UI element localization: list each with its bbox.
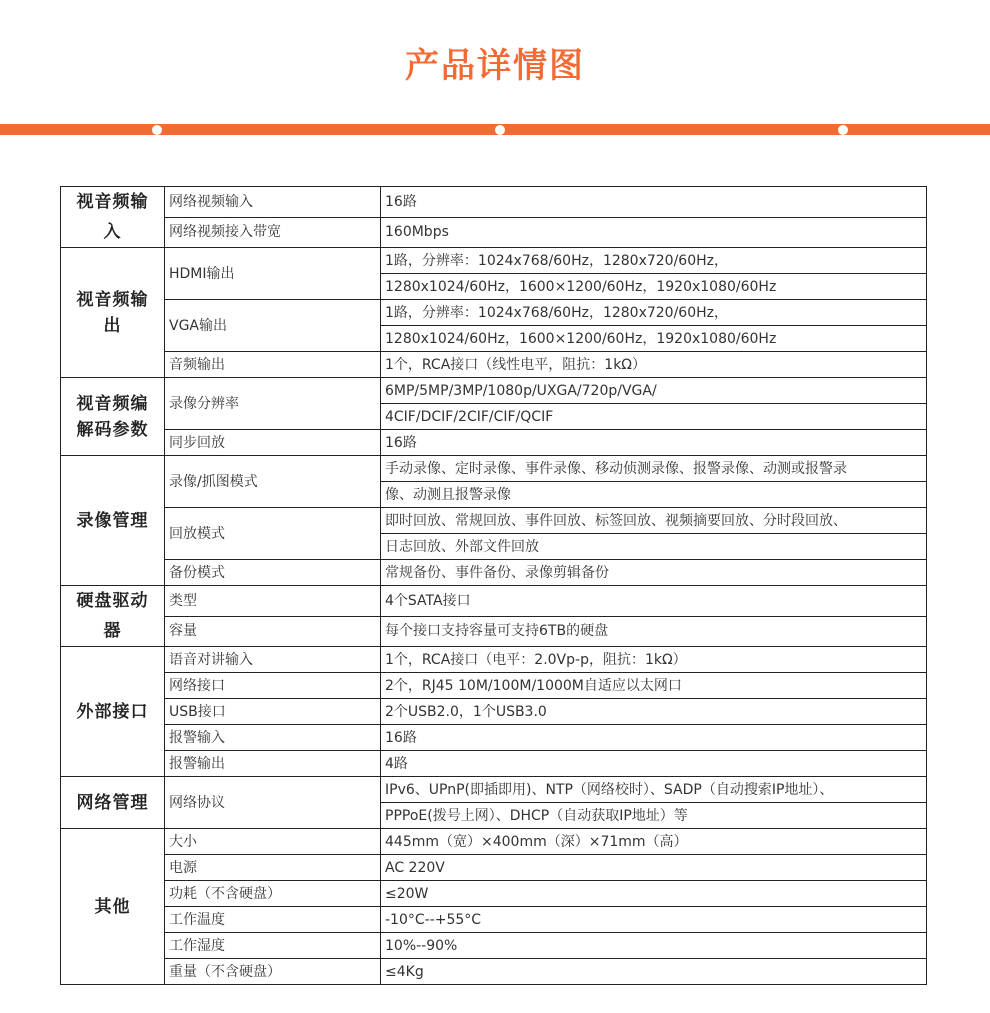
value-cell: 1280x1024/60Hz，1600×1200/60Hz，1920x1080/60Hz <box>381 326 927 352</box>
category-cell: 录像管理 <box>61 456 165 586</box>
value-cell: ≤20W <box>381 881 927 907</box>
category-cell: 视音频输入 <box>61 187 165 248</box>
item-label-cell: VGA输出 <box>165 300 381 352</box>
value-cell: 6MP/5MP/3MP/1080p/UXGA/720p/VGA/ <box>381 378 927 404</box>
value-cell: IPv6、UPnP(即插即用)、NTP（网络校时）、SADP（自动搜索IP地址）、 <box>381 777 927 803</box>
value-cell: 2个，RJ45 10M/100M/1000M自适应以太网口 <box>381 673 927 699</box>
value-cell: 160Mbps <box>381 217 927 248</box>
value-cell: 445mm（宽）×400mm（深）×71mm（高） <box>381 829 927 855</box>
item-label-cell: 报警输出 <box>165 751 381 777</box>
item-label-cell: HDMI输出 <box>165 248 381 300</box>
item-label-cell: 同步回放 <box>165 430 381 456</box>
value-cell: 像、动测且报警录像 <box>381 482 927 508</box>
value-cell: 4路 <box>381 751 927 777</box>
spec-row <box>61 616 927 647</box>
spec-row <box>61 430 927 456</box>
item-label-cell: 功耗（不含硬盘） <box>165 881 381 907</box>
spec-row <box>61 647 927 673</box>
value-cell: PPPoE(拨号上网）、DHCP（自动获取IP地址）等 <box>381 803 927 829</box>
spec-table-body <box>61 187 927 985</box>
item-label-cell: 电源 <box>165 855 381 881</box>
item-label-cell: USB接口 <box>165 699 381 725</box>
value-cell: 1个，RCA接口（线性电平，阻抗：1kΩ） <box>381 352 927 378</box>
value-cell: ≤4Kg <box>381 959 927 985</box>
value-cell: 手动录像、定时录像、事件录像、移动侦测录像、报警录像、动测或报警录 <box>381 456 927 482</box>
divider-dot <box>495 125 505 135</box>
spec-row <box>61 699 927 725</box>
item-label-cell: 工作湿度 <box>165 933 381 959</box>
value-cell: 16路 <box>381 725 927 751</box>
spec-row <box>61 352 927 378</box>
spec-row <box>61 248 927 274</box>
item-label-cell: 重量（不含硬盘） <box>165 959 381 985</box>
spec-row <box>61 881 927 907</box>
item-label-cell: 回放模式 <box>165 508 381 560</box>
spec-row <box>61 586 927 617</box>
value-cell: 1路，分辨率：1024x768/60Hz，1280x720/60Hz， <box>381 248 927 274</box>
divider-dot <box>838 125 848 135</box>
item-label-cell: 工作温度 <box>165 907 381 933</box>
value-cell: 1个，RCA接口（电平：2.0Vp-p，阻抗：1kΩ） <box>381 647 927 673</box>
item-label-cell: 报警输入 <box>165 725 381 751</box>
value-cell: 常规备份、事件备份、录像剪辑备份 <box>381 560 927 586</box>
item-label-cell: 语音对讲输入 <box>165 647 381 673</box>
value-cell: 4CIF/DCIF/2CIF/CIF/QCIF <box>381 404 927 430</box>
spec-row <box>61 725 927 751</box>
value-cell: 1280x1024/60Hz，1600×1200/60Hz，1920x1080/60Hz <box>381 274 927 300</box>
page-title: 产品详情图 <box>405 46 585 86</box>
spec-row <box>61 300 927 326</box>
item-label-cell: 备份模式 <box>165 560 381 586</box>
category-cell: 硬盘驱动器 <box>61 586 165 647</box>
item-label-cell: 容量 <box>165 616 381 647</box>
spec-row <box>61 855 927 881</box>
spec-table <box>60 186 927 985</box>
category-cell: 外部接口 <box>61 647 165 777</box>
spec-row <box>61 560 927 586</box>
value-cell: 10%--90% <box>381 933 927 959</box>
category-cell: 其他 <box>61 829 165 985</box>
value-cell: 16路 <box>381 187 927 218</box>
value-cell: 4个SATA接口 <box>381 586 927 617</box>
spec-row <box>61 456 927 482</box>
value-cell: 即时回放、常规回放、事件回放、标签回放、视频摘要回放、分时段回放、 <box>381 508 927 534</box>
value-cell: 日志回放、外部文件回放 <box>381 534 927 560</box>
item-label-cell: 类型 <box>165 586 381 617</box>
spec-row <box>61 217 927 248</box>
category-cell: 视音频输出 <box>61 248 165 378</box>
value-cell: 16路 <box>381 430 927 456</box>
accent-divider-bar <box>0 124 990 135</box>
value-cell: -10°C--+55°C <box>381 907 927 933</box>
spec-row <box>61 378 927 404</box>
spec-row <box>61 751 927 777</box>
value-cell: 每个接口支持容量可支持6TB的硬盘 <box>381 616 927 647</box>
spec-row <box>61 829 927 855</box>
item-label-cell: 网络接口 <box>165 673 381 699</box>
value-cell: 1路，分辨率：1024x768/60Hz，1280x720/60Hz， <box>381 300 927 326</box>
category-cell: 网络管理 <box>61 777 165 829</box>
item-label-cell: 录像/抓图模式 <box>165 456 381 508</box>
spec-row <box>61 673 927 699</box>
value-cell: 2个USB2.0，1个USB3.0 <box>381 699 927 725</box>
spec-row <box>61 907 927 933</box>
spec-row <box>61 933 927 959</box>
item-label-cell: 录像分辨率 <box>165 378 381 430</box>
category-cell: 视音频编解码参数 <box>61 378 165 456</box>
value-cell: AC 220V <box>381 855 927 881</box>
spec-row <box>61 777 927 803</box>
item-label-cell: 大小 <box>165 829 381 855</box>
item-label-cell: 网络视频接入带宽 <box>165 217 381 248</box>
spec-row <box>61 959 927 985</box>
spec-row <box>61 508 927 534</box>
item-label-cell: 网络协议 <box>165 777 381 829</box>
spec-row <box>61 187 927 218</box>
item-label-cell: 音频输出 <box>165 352 381 378</box>
divider-dot <box>152 125 162 135</box>
item-label-cell: 网络视频输入 <box>165 187 381 218</box>
